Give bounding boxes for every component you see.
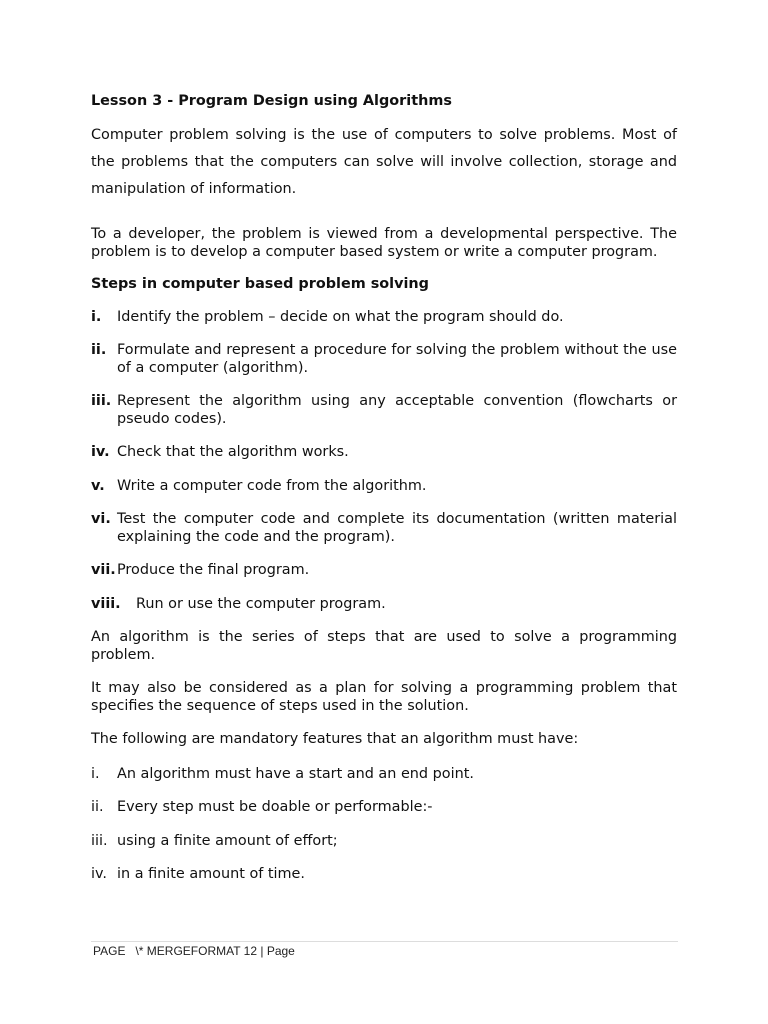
- step-text: Test the computer code and complete its documentation (written material explaining the code and the program).: [117, 511, 677, 545]
- developer-paragraph: To a developer, the problem is viewed from a developmental perspective. The problem is to develop a computer based system or write a computer program.: [91, 226, 677, 260]
- page-footer: PAGE \* MERGEFORMAT 12 | Page: [93, 944, 295, 958]
- lesson-title: Lesson 3 - Program Design using Algorithms: [91, 93, 452, 109]
- list-item: [91, 765, 677, 783]
- list-item: [91, 595, 677, 613]
- feature-text: using a finite amount of effort;: [117, 833, 338, 849]
- step-text: Run or use the computer program.: [136, 596, 386, 612]
- feature-number: iv.: [91, 866, 107, 882]
- feature-text: An algorithm must have a start and an end point.: [117, 766, 474, 782]
- step-text: Produce the final program.: [117, 562, 310, 578]
- list-item: [91, 392, 677, 428]
- step-number: v.: [91, 478, 105, 494]
- feature-number: iii.: [91, 833, 108, 849]
- list-item: [91, 561, 677, 579]
- step-number: viii.: [91, 596, 121, 612]
- feature-text: in a finite amount of time.: [117, 866, 305, 882]
- steps-heading: Steps in computer based problem solving: [91, 276, 429, 292]
- step-text: Represent the algorithm using any acceptable convention (flowcharts or pseudo codes).: [117, 393, 677, 427]
- step-text: Write a computer code from the algorithm.: [117, 478, 427, 494]
- step-text: Identify the problem – decide on what the program should do.: [117, 309, 564, 325]
- list-item: [91, 341, 677, 377]
- step-number: i.: [91, 309, 102, 325]
- list-item: [91, 443, 677, 461]
- list-item: [91, 308, 677, 326]
- feature-number: ii.: [91, 799, 104, 815]
- list-item: [91, 798, 677, 816]
- feature-text: Every step must be doable or performable:-: [117, 799, 433, 815]
- step-number: iv.: [91, 444, 110, 460]
- document-page: [91, 90, 677, 883]
- footer-divider: [91, 941, 678, 942]
- step-number: ii.: [91, 342, 107, 358]
- algorithm-plan: It may also be considered as a plan for solving a programming problem that specifies the sequence of steps used in the solution.: [91, 680, 677, 714]
- steps-list: [91, 308, 677, 613]
- step-text: Formulate and represent a procedure for solving the problem without the use of a computer (algorithm).: [117, 342, 677, 376]
- list-item: [91, 477, 677, 495]
- list-item: [91, 510, 677, 546]
- step-number: vii.: [91, 562, 116, 578]
- feature-number: i.: [91, 766, 100, 782]
- list-item: [91, 865, 677, 883]
- step-number: iii.: [91, 393, 112, 409]
- step-text: Check that the algorithm works.: [117, 444, 349, 460]
- algorithm-definition: An algorithm is the series of steps that are used to solve a programming problem.: [91, 629, 677, 663]
- features-intro: The following are mandatory features that an algorithm must have:: [91, 731, 579, 747]
- features-list: [91, 765, 677, 883]
- list-item: [91, 832, 677, 850]
- intro-paragraph: Computer problem solving is the use of computers to solve problems. Most of the problems that the computers can solve will involve collection, storage and manipulation of information.: [91, 127, 677, 197]
- step-number: vi.: [91, 511, 111, 527]
